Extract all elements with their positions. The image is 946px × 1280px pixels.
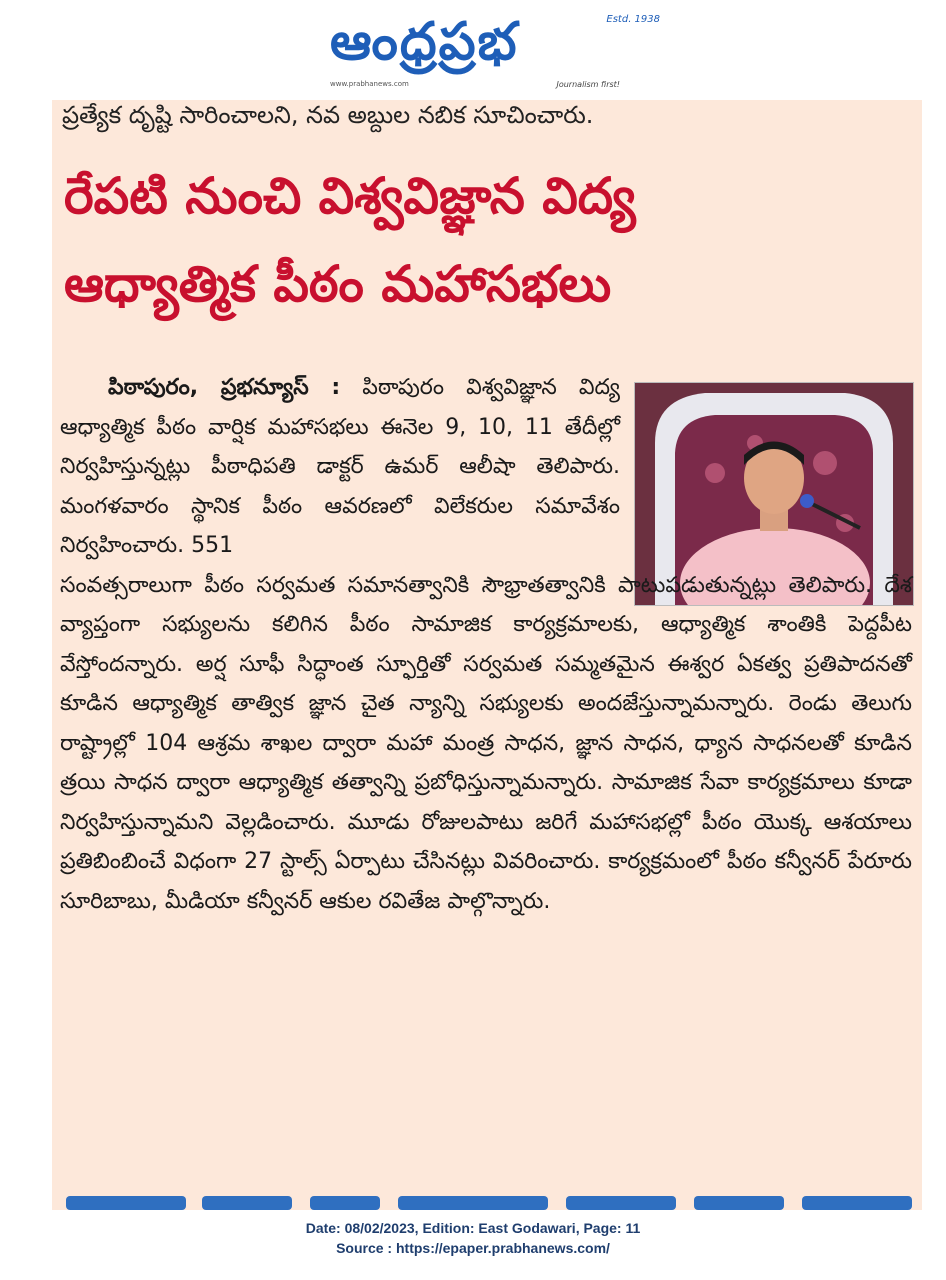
headline-line-1: రేపటి నుంచి విశ్వవిజ్ఞాన విద్య [64,167,636,225]
site-url: www.prabhanews.com [330,80,409,88]
cut-off-previous-line: ప్రత్యేక దృష్టి సారించాలని, నవ అబ్దుల నబిక సూచించారు. [62,101,594,129]
cut-off-next-headline [52,1190,922,1210]
headline [64,152,914,328]
newspaper-logo: ఆంధ్రప్రభ [330,12,519,72]
edition-info: Date: 08/02/2023, Edition: East Godawari, Page: 11 [305,1220,641,1236]
article-text-full-width: సంవత్సరాలుగా పీఠం సర్వమత సమానత్వానికి సౌభ్రాతత్వానికి పాటుపడుతున్నట్లు తెలిపారు. దేశ వ్యాప్తంగా సభ్యులను కలిగిన పీఠం సామాజిక కార్యక్రమాలకు, ఆధ్యాత్మిక శాంతికి పెద్దపీట వేస్తోందన్నారు. అర్ష సూఫీ సిద్ధాంత స్ఫూర్తితో సర్వమత సమ్మతమైన ఈశ్వర ఏకత్వ ప్రతిపాదనతో కూడిన ఆధ్యాత్మిక తాత్విక జ్ఞాన చైత న్యాన్ని సభ్యులకు అందజేస్తున్నామన్నారు. రెండు తెలుగు రాష్ట్రాల్లో 104 ఆశ్రమ శాఖల ద్వారా మహా మంత్ర సాధన, జ్ఞాన సాధన, ధ్యాన సాధనలతో కూడిన త్రయి సాధన ద్వారా ఆధ్యాత్మిక తత్వాన్ని ప్రబోధిస్తున్నామన్నారు. సామాజిక సేవా కార్యక్రమాలు కూడా నిర్వహిస్తున్నామని వెల్లడించారు. మూడు రోజులపాటు జరిగే మహాసభల్లో పీఠం యొక్క ఆశయాలు ప్రతిబింబించే విధంగా 27 స్టాల్స్ ఏర్పాటు చేసినట్లు వివరించారు. కార్యక్రమంలో పీఠం కన్వీనర్ పేరూరు సూరిబాబు, మీడియా కన్వీనర్ ఆకుల రవితేజ పాల్గొన్నారు. [60,572,912,914]
tagline: Journalism first! [556,80,620,89]
news-clipping [52,100,922,1210]
established-year: Estd. 1938 [606,14,660,25]
source-link[interactable]: Source : https://epaper.prabhanews.com/ [336,1240,610,1256]
dateline: పిఠాపురం, ప్రభన్యూస్ : [108,375,341,400]
article-text-beside-photo: పిఠాపురం, ప్రభన్యూస్ : పిఠాపురం విశ్వవిజ్ఞాన విద్య ఆధ్యాత్మిక పీఠం వార్షిక మహాసభలు ఈనెల 9, 10, 11 తేదీల్లో నిర్వహిస్తున్నట్లు పీఠాధిపతి డాక్టర్ ఉమర్ ఆలీషా తెలిపారు. మంగళవారం స్థానిక పీఠం ఆవరణలో విలేకరుల సమావేశం నిర్వహించారు. 551 [60,375,621,558]
clipping-footer [0,1218,946,1258]
masthead [300,12,660,94]
headline-line-2: ఆధ్యాత్మిక పీఠం మహాసభలు [64,255,612,313]
article-body [60,368,912,921]
